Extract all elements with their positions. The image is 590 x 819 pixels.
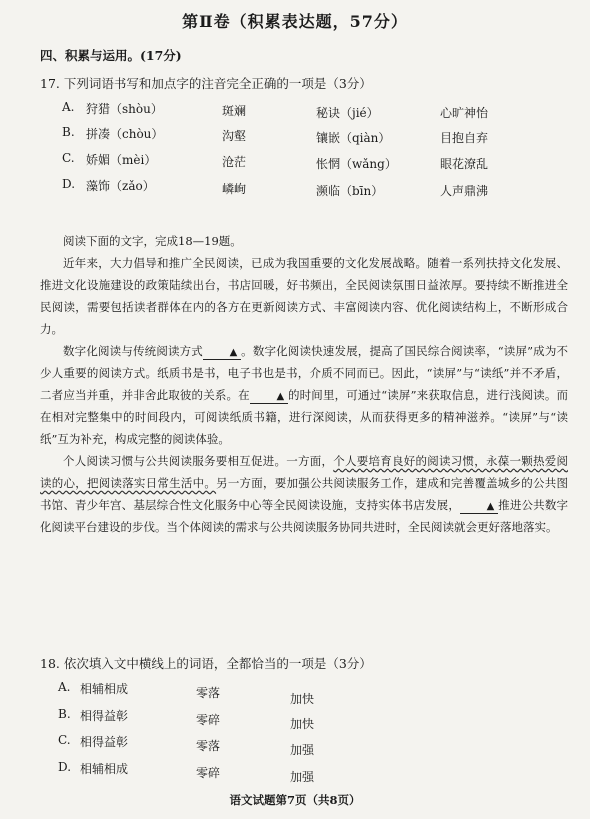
q17-option-b-word4: 目抱自弃	[440, 131, 489, 145]
q17-option-d-word2: 嶙峋	[222, 182, 247, 196]
blank-marker: ▲	[486, 501, 495, 512]
q18-stem: 18. 依次填入文中横线上的词语，全都恰当的一项是（3分）	[40, 656, 372, 671]
passage-paragraph-1: 近年来，大力倡导和推广全民阅读，已成为我国重要的文化发展战略。随着一系列扶持文化发展、推进文化设施建设的政策陆续出台，书店回暖，好书频出，全民阅读氛围日益浓厚。要持续不断推进全民阅读，需要包括读者群体在内的各方在更新阅读方式、丰富阅读内容、优化阅读结构上，不断形成合力。	[40, 256, 568, 336]
q17-option-a-letter: A.	[62, 100, 75, 114]
q17-option-a-word4: 心旷神怡	[440, 106, 489, 120]
page-footer: 语文试题第7页（共8页）	[229, 793, 361, 807]
q18-option-b-word1: 相得益彰	[80, 709, 129, 723]
q17-option-c-word4: 眼花潦乱	[440, 157, 489, 171]
reading-intro: 阅读下面的文字，完成18—19题。	[63, 234, 242, 248]
q18-option-a-letter: A.	[58, 680, 71, 694]
q18-option-c-word2: 零落	[196, 739, 221, 753]
fill-blank-2	[250, 389, 288, 404]
q17-option-c-word3: 怅惘（wǎng）	[316, 157, 397, 171]
q18-option-a-word3: 加快	[290, 692, 315, 706]
fill-blank-1	[203, 345, 241, 360]
blank-marker: ▲	[229, 347, 238, 358]
q18-option-d-word2: 零碎	[196, 766, 221, 780]
q18-option-c-word1: 相得益彰	[80, 735, 129, 749]
q18-option-d-letter: D.	[58, 760, 72, 774]
passage-paragraph-2	[40, 340, 568, 450]
q18-option-d-word1: 相辅相成	[80, 762, 129, 776]
page-title: 第Ⅱ卷（积累表达题，57分）	[182, 12, 408, 31]
passage-paragraph-3	[40, 450, 568, 538]
p3-text-c: 推进公共数字化阅读平台建设的步伐。当个体阅读的需求与公共阅读服务协同共进时，全民阅读就会更好落地落实。	[40, 498, 568, 534]
q17-option-c-word1: 娇媚（mèi）	[86, 153, 157, 167]
q18-option-a-word1: 相辅相成	[80, 682, 129, 696]
p2-text-b: 。数字化阅读快速发展，提高了国民综合阅读率，“读屏”成为不少人重要的阅读方式。纸质书是书，电子书也是书，介质不同而已。因此，“读屏”与“读纸”并不矛盾，二者应当并重，并非舍此取彼的关系。在	[40, 344, 569, 402]
q17-option-c-word2: 沧茫	[222, 155, 247, 169]
p2-text-c: 的时间里，可通过“读屏”来获取信息，进行浅阅读。而在相对完整集中的时间段内，可阅读纸质书籍，进行深阅读，从而获得更多的精神滋养。“读屏”与“读纸”互为补充，构成完整的阅读体验。	[40, 388, 568, 446]
q18-option-b-word3: 加快	[290, 717, 315, 731]
section-heading: 四、积累与运用。(17分)	[40, 48, 182, 63]
p3-text-a: 个人阅读习惯与公共阅读服务要相互促进。一方面，	[63, 454, 334, 468]
q17-option-c-letter: C.	[62, 151, 75, 165]
q18-option-a-word2: 零落	[196, 686, 221, 700]
q17-option-b-word2: 沟壑	[222, 129, 247, 143]
reading-passage	[40, 230, 568, 538]
q17-option-a-word3: 秘诀（jié）	[316, 106, 379, 120]
q17-option-d-letter: D.	[62, 177, 76, 191]
q17-option-d-word3: 濒临（bīn）	[316, 184, 384, 198]
q17-option-b-word1: 拼凑（chòu）	[86, 127, 164, 141]
q18-option-b-letter: B.	[58, 707, 71, 721]
q18-option-c-letter: C.	[58, 733, 71, 747]
q18-option-c-word3: 加强	[290, 743, 315, 757]
q17-option-a-word1: 狩猎（shòu）	[86, 102, 163, 116]
blank-marker: ▲	[276, 391, 285, 402]
q17-stem: 17. 下列词语书写和加点字的注音完全正确的一项是（3分）	[40, 76, 372, 91]
q17-option-b-word3: 镶嵌（qiàn）	[316, 131, 391, 145]
q17-option-b-letter: B.	[62, 125, 75, 139]
p3-text-b: 另一方面，要加强公共阅读服务工作，建成和完善覆盖城乡的公共图书馆、青少年宫、基层综合性文化服务中心等全民阅读设施，支持实体书店发展，	[40, 476, 568, 512]
q18-option-b-word2: 零碎	[196, 713, 221, 727]
p2-text-a: 数字化阅读与传统阅读方式	[63, 344, 203, 358]
q18-option-d-word3: 加强	[290, 770, 315, 784]
wavy-underlined-sentence: 个人要培育良好的阅读习惯，永葆一颗热爱阅读的心，把阅读落实日常生活中。	[40, 454, 568, 490]
q17-option-d-word4: 人声鼎沸	[440, 184, 489, 198]
q17-option-a-word2: 斑斓	[222, 104, 247, 118]
fill-blank-3	[460, 499, 498, 514]
q17-option-d-word1: 藻饰（zǎo）	[86, 179, 155, 193]
